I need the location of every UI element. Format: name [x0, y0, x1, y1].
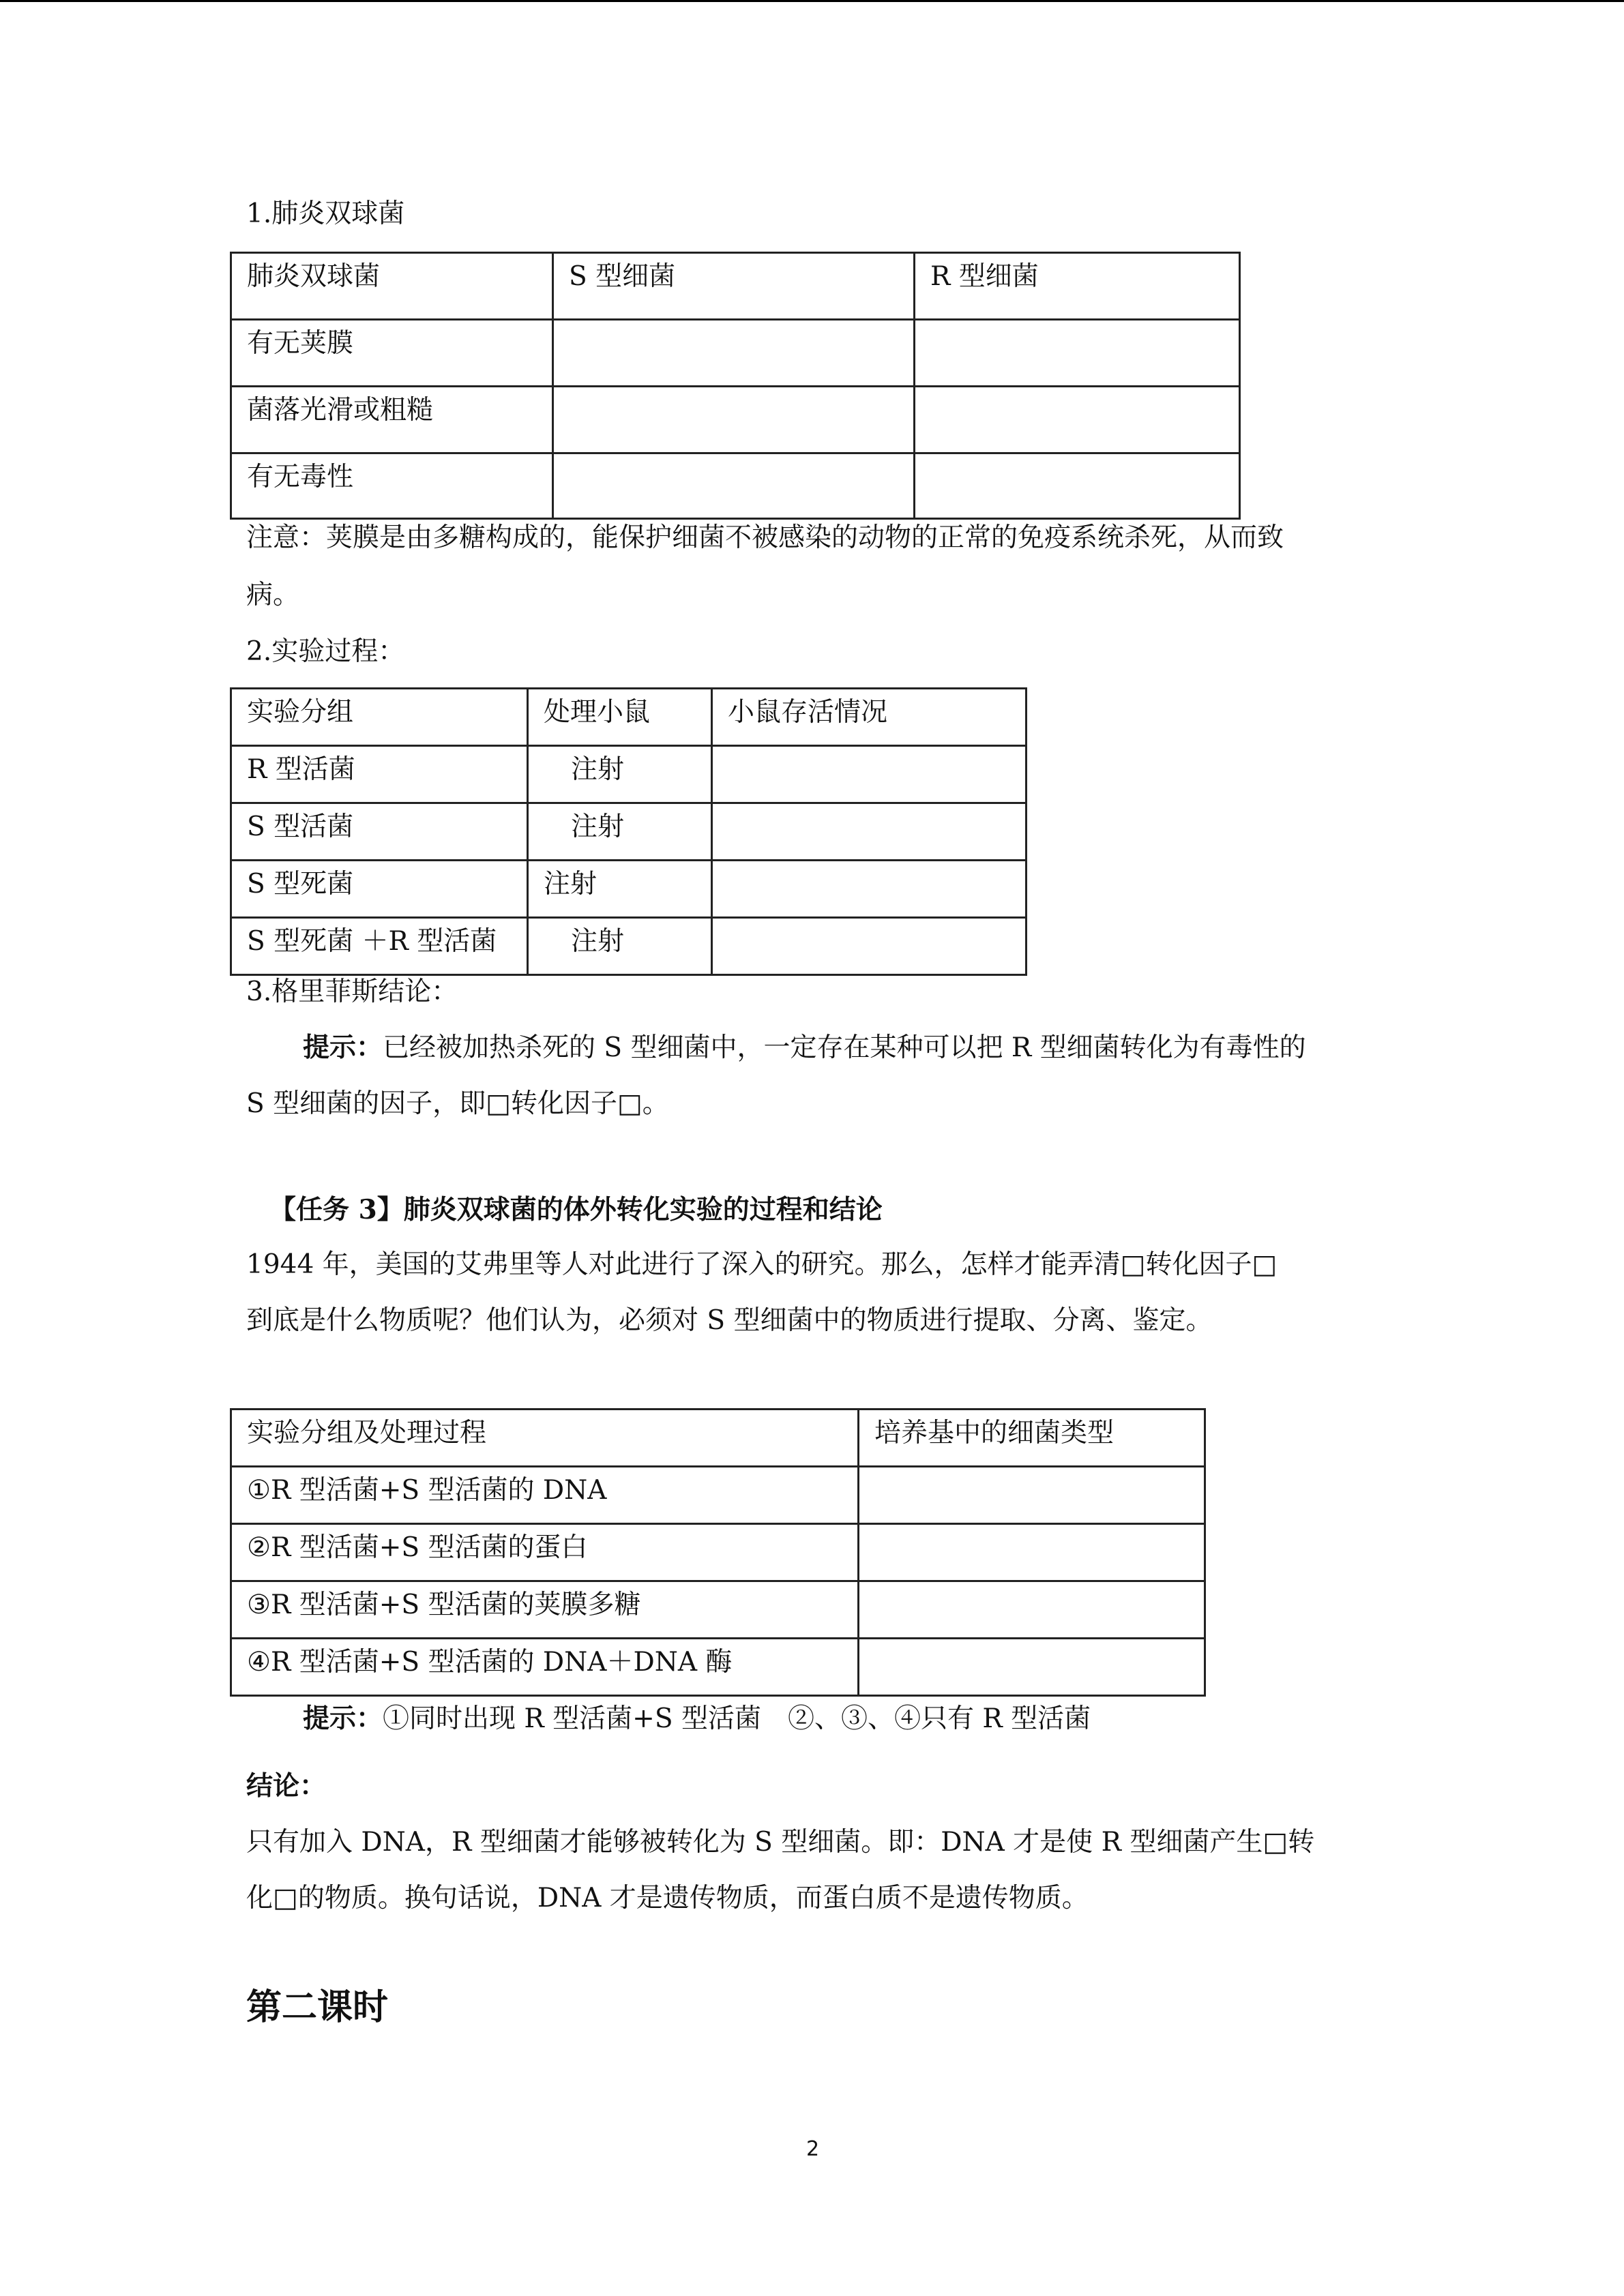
table-cell [712, 861, 1027, 918]
hint-label: 提示： [303, 1032, 383, 1063]
table-row [231, 803, 1027, 861]
table-cell: 有无荚膜 [231, 320, 553, 387]
table-header-cell: 肺炎双球菌 [231, 253, 553, 320]
table-row [231, 1581, 1205, 1639]
table-cell [553, 387, 915, 453]
conclusion-line1: 只有加入 DNA，R 型细菌才能够被转化为 S 型细菌。即：DNA 才是使 R 型细菌产生□转 [246, 1827, 1315, 1858]
section1-heading: 1.肺炎双球菌 [246, 198, 405, 229]
hint-label: 提示： [303, 1703, 383, 1734]
hint-text: ①同时出现 R 型活菌+S 型活菌 ②、③、④只有 R 型活菌 [383, 1703, 1091, 1734]
bacteria-comparison-table [230, 252, 1241, 520]
table-header-cell: 小鼠存活情况 [712, 689, 1027, 746]
table-row [231, 1524, 1205, 1581]
table-cell: 注射 [528, 861, 712, 918]
table-cell [712, 803, 1027, 861]
table-cell: ①R 型活菌+S 型活菌的 DNA [231, 1467, 859, 1524]
avery-experiment-table [230, 1408, 1206, 1697]
table-header-cell: 实验分组 [231, 689, 528, 746]
section2-heading: 2.实验过程： [246, 636, 405, 667]
table-cell [915, 320, 1240, 387]
table-cell: ④R 型活菌+S 型活菌的 DNA＋DNA 酶 [231, 1639, 859, 1696]
table-header-cell: 培养基中的细菌类型 [859, 1410, 1205, 1467]
griffith-hint-line2: S 型细菌的因子，即□转化因子□。 [246, 1088, 669, 1119]
hint-text: 已经被加热杀死的 S 型细菌中，一定存在某种可以把 R 型细菌转化为有毒性的 [383, 1032, 1306, 1063]
table-cell [859, 1524, 1205, 1581]
table-cell [915, 453, 1240, 519]
table-row [231, 320, 1240, 387]
table-row [231, 918, 1027, 975]
table-cell [712, 746, 1027, 803]
task3-title: 【任务 3】肺炎双球菌的体外转化实验的过程和结论 [269, 1194, 883, 1225]
table-header-cell: R 型细菌 [915, 253, 1240, 320]
table-cell: S 型死菌 ＋R 型活菌 [231, 918, 528, 975]
capsule-note-line1: 注意：荚膜是由多糖构成的，能保护细菌不被感染的动物的正常的免疫系统杀死，从而致 [246, 522, 1284, 553]
table-cell: 菌落光滑或粗糙 [231, 387, 553, 453]
table-header-cell: 实验分组及处理过程 [231, 1410, 859, 1467]
lesson2-heading: 第二课时 [246, 1987, 389, 2028]
table-cell [553, 320, 915, 387]
conclusion-line2: 化□的物质。换句话说，DNA 才是遗传物质，而蛋白质不是遗传物质。 [246, 1883, 1089, 1913]
task3-paragraph-line2: 到底是什么物质呢？他们认为，必须对 S 型细菌中的物质进行提取、分离、鉴定。 [246, 1305, 1213, 1336]
table-cell: S 型死菌 [231, 861, 528, 918]
table-cell: ③R 型活菌+S 型活菌的荚膜多糖 [231, 1581, 859, 1639]
table-row [231, 1639, 1205, 1696]
conclusion-label: 结论： [246, 1771, 327, 1802]
table-row [231, 1467, 1205, 1524]
table-cell: 有无毒性 [231, 453, 553, 519]
table-cell: ②R 型活菌+S 型活菌的蛋白 [231, 1524, 859, 1581]
page-number: 2 [806, 2137, 820, 2161]
griffith-experiment-table [230, 687, 1027, 976]
table-row [231, 387, 1240, 453]
top-border-line [0, 0, 1624, 2]
task3-paragraph-line1: 1944 年，美国的艾弗里等人对此进行了深入的研究。那么，怎样才能弄清□转化因子□ [246, 1249, 1278, 1280]
table-cell: 注射 [528, 746, 712, 803]
table-cell [859, 1581, 1205, 1639]
table-cell: 注射 [528, 918, 712, 975]
table-cell: 注射 [528, 803, 712, 861]
table-cell [859, 1467, 1205, 1524]
avery-hint [303, 1704, 1091, 1735]
table-header-cell: S 型细菌 [553, 253, 915, 320]
table-header-cell: 处理小鼠 [528, 689, 712, 746]
section3-heading: 3.格里菲斯结论： [246, 976, 458, 1007]
griffith-hint-line1 [303, 1033, 1306, 1064]
table-row [231, 453, 1240, 519]
table-cell [915, 387, 1240, 453]
table-row [231, 861, 1027, 918]
table-cell [553, 453, 915, 519]
table-cell [859, 1639, 1205, 1696]
table-cell: R 型活菌 [231, 746, 528, 803]
capsule-note-line2: 病。 [246, 580, 300, 610]
table-row [231, 746, 1027, 803]
table-cell: S 型活菌 [231, 803, 528, 861]
table-cell [712, 918, 1027, 975]
